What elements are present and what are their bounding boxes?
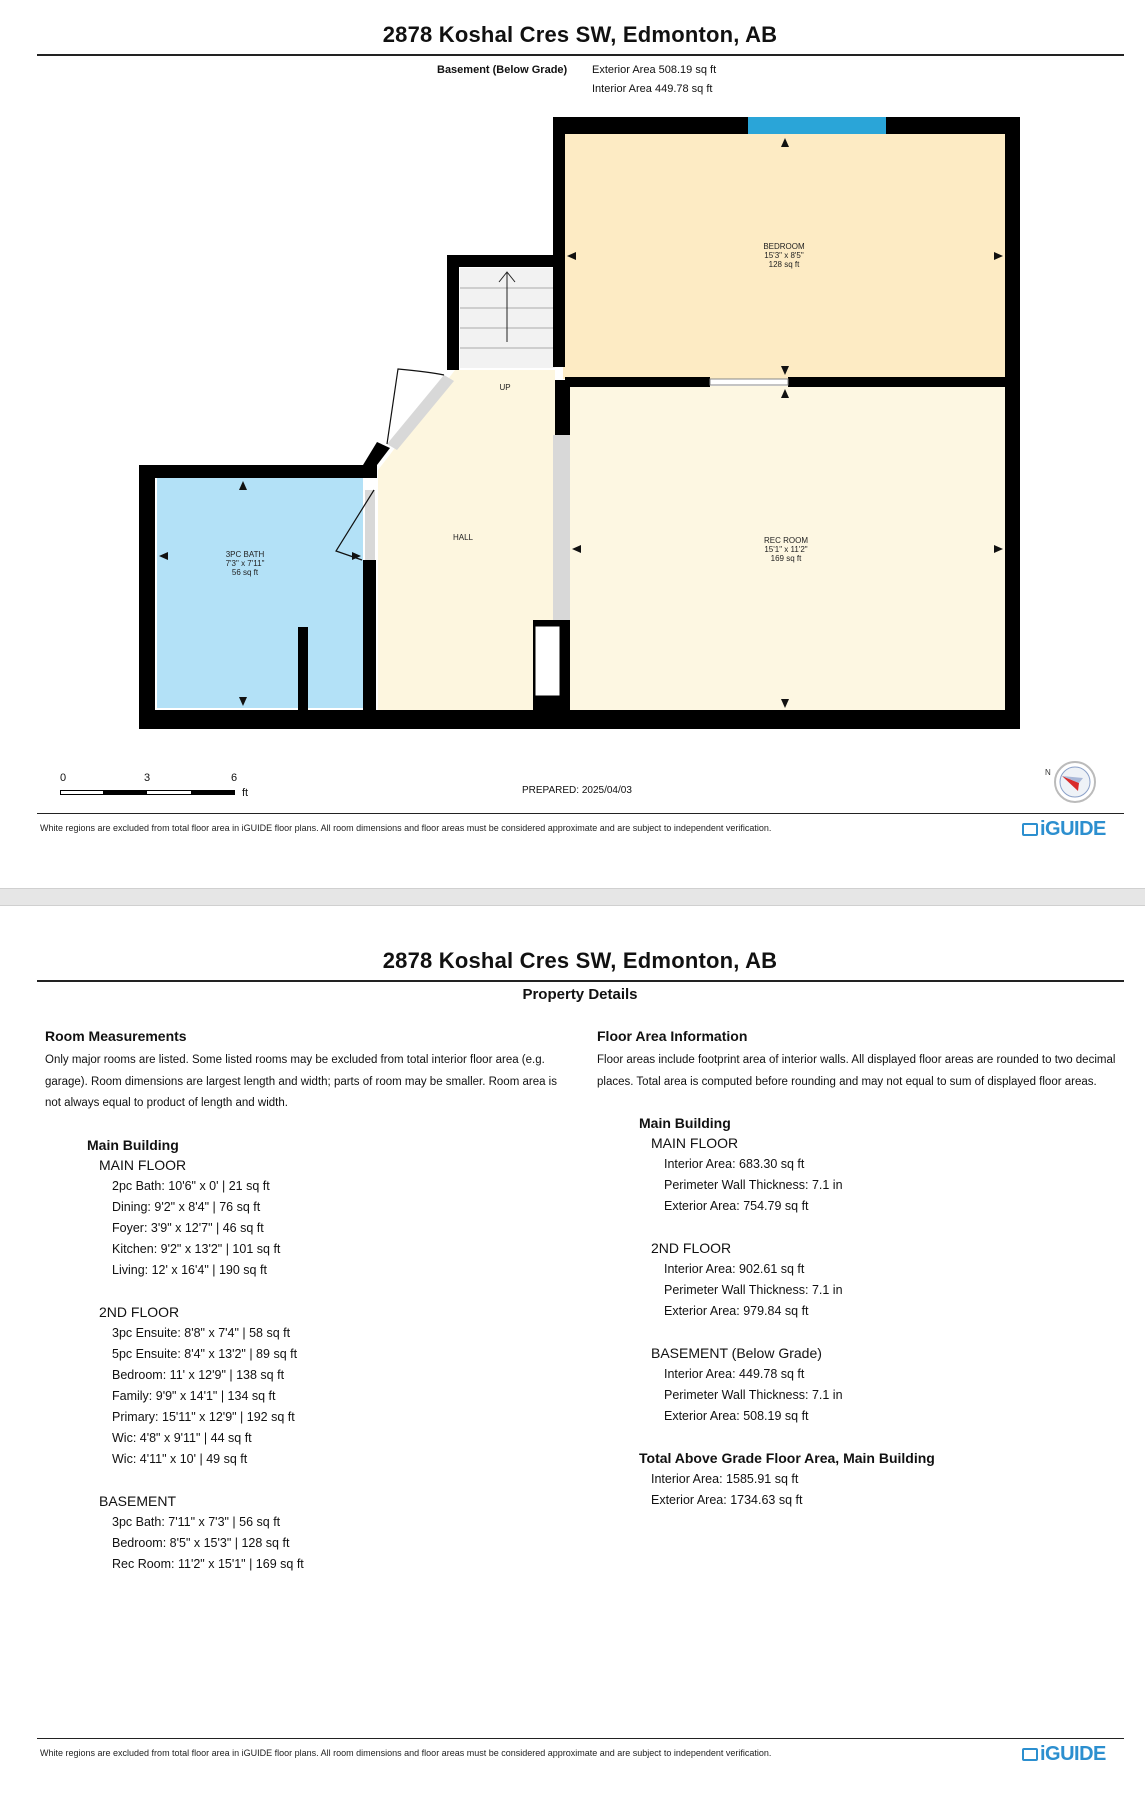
scale-tick-6: 6	[231, 772, 238, 784]
room-measurements-column	[45, 1026, 575, 1575]
logo-mark-icon	[1022, 1748, 1038, 1761]
floor-area-column	[597, 1026, 1132, 1511]
scale-tick-3: 3	[144, 772, 151, 784]
iguide-logo: iGUIDE	[1022, 818, 1106, 841]
disclaimer-2: White regions are excluded from total floor area in iGUIDE floor plans. All room dimensions and floor areas must be considered approximate and are subject to independent verification.	[40, 1748, 772, 1758]
compass-north-label: N	[1045, 768, 1051, 777]
fa-item: Perimeter Wall Thickness: 7.1 in	[664, 1388, 843, 1402]
total-exterior: Exterior Area: 1734.63 sq ft	[651, 1493, 803, 1507]
total-interior: Interior Area: 1585.91 sq ft	[651, 1472, 799, 1486]
floor-area-heading: Floor Area Information	[597, 1028, 748, 1044]
fa-item: Perimeter Wall Thickness: 7.1 in	[664, 1283, 843, 1297]
scale-bar	[60, 772, 260, 802]
bath-door-opening	[365, 490, 375, 560]
rm-floor-name: 2ND FLOOR	[99, 1303, 180, 1320]
fa-floor-name: 2ND FLOOR	[651, 1240, 732, 1256]
rm-item: Primary: 15'11" x 12'9" | 192 sq ft	[112, 1409, 295, 1424]
rm-item: Wic: 4'8" x 9'11" | 44 sq ft	[112, 1430, 252, 1445]
scale-tick-0: 0	[60, 772, 67, 784]
rm-item: Kitchen: 9'2" x 13'2" | 101 sq ft	[112, 1241, 281, 1256]
bath-dims: 7'3" x 7'11"	[225, 559, 265, 568]
rm-item: 3pc Bath: 7'11" x 7'3" | 56 sq ft	[112, 1514, 281, 1529]
page-separator	[0, 888, 1145, 906]
room-measurements-heading: Room Measurements	[45, 1028, 187, 1044]
fa-item: Interior Area: 683.30 sq ft	[664, 1157, 805, 1171]
floor-label: Basement (Below Grade)	[437, 64, 568, 76]
page-title: 2878 Koshal Cres SW, Edmonton, AB	[382, 22, 778, 47]
scale-graphic	[60, 789, 236, 797]
bath-name: 3PC BATH	[225, 550, 265, 559]
rm-item: Bedroom: 8'5" x 15'3" | 128 sq ft	[112, 1535, 290, 1550]
logo-mark-icon	[1022, 823, 1038, 836]
window	[748, 117, 886, 134]
room-measurements-intro: Only major rooms are listed. Some listed rooms may be excluded from total interior floor area (e.g. garage). Room dimensions are largest length and width; parts of room may be smaller. Room area is not always equal to product of length and width.	[45, 1054, 557, 1109]
rm-item: Living: 12' x 16'4" | 190 sq ft	[112, 1262, 267, 1277]
bath-fill	[157, 477, 363, 708]
rec-room-dims: 15'1" x 11'2"	[764, 545, 808, 554]
rm-item: 5pc Ensuite: 8'4" x 13'2" | 89 sq ft	[112, 1346, 298, 1361]
rm-floor-name: BASEMENT	[99, 1492, 177, 1509]
fa-item: Interior Area: 902.61 sq ft	[664, 1262, 805, 1276]
fa-floor-name: BASEMENT (Below Grade)	[651, 1345, 822, 1361]
rm-item: Bedroom: 11' x 12'9" | 138 sq ft	[112, 1367, 285, 1382]
floor-plan-page	[0, 0, 1145, 888]
closet-nook	[535, 626, 560, 696]
scale-unit: ft	[242, 787, 249, 799]
fa-item: Exterior Area: 979.84 sq ft	[664, 1304, 809, 1318]
page-title-2: 2878 Koshal Cres SW, Edmonton, AB	[382, 948, 778, 973]
hall-name: HALL	[452, 533, 474, 542]
bedroom-name: BEDROOM	[763, 242, 805, 251]
title-rule-2	[37, 980, 1124, 982]
exterior-area: Exterior Area 508.19 sq ft	[592, 64, 717, 76]
fa-floor-name: MAIN FLOOR	[651, 1135, 739, 1151]
rm-item: Rec Room: 11'2" x 15'1" | 169 sq ft	[112, 1556, 304, 1571]
rm-item: Family: 9'9" x 14'1" | 134 sq ft	[112, 1388, 276, 1403]
compass-icon	[1040, 760, 1100, 806]
footer-rule-2	[37, 1738, 1124, 1739]
rm-item: Foyer: 3'9" x 12'7" | 46 sq ft	[112, 1220, 264, 1235]
property-details-heading: Property Details	[522, 986, 638, 1003]
disclaimer: White regions are excluded from total floor area in iGUIDE floor plans. All room dimensions and floor areas must be considered approximate and are subject to independent verification.	[40, 823, 772, 833]
right-building-name: Main Building	[639, 1115, 731, 1131]
fa-item: Exterior Area: 754.79 sq ft	[664, 1199, 809, 1213]
floor-area-intro: Floor areas include footprint area of interior walls. All displayed floor areas are rounded to two decimal places. Total area is computed before rounding and may not equal to sum of displayed floor areas.	[597, 1054, 1116, 1088]
property-details-page	[0, 906, 1145, 1813]
interior-area: Interior Area 449.78 sq ft	[592, 83, 713, 95]
iguide-logo-2: iGUIDE	[1022, 1743, 1106, 1766]
rm-floor-name: MAIN FLOOR	[99, 1156, 187, 1173]
bedroom-dims: 15'3" x 8'5"	[764, 251, 804, 260]
rec-room-area: 169 sq ft	[770, 554, 802, 563]
left-building-name: Main Building	[87, 1136, 179, 1153]
rm-item: 2pc Bath: 10'6" x 0' | 21 sq ft	[112, 1178, 270, 1193]
bedroom-area: 128 sq ft	[768, 260, 800, 269]
floor-plan	[0, 0, 1145, 760]
rm-item: 3pc Ensuite: 8'8" x 7'4" | 58 sq ft	[112, 1325, 291, 1340]
fa-item: Exterior Area: 508.19 sq ft	[664, 1409, 809, 1423]
rec-room-name: REC ROOM	[764, 536, 808, 545]
hall-rec-opening	[553, 435, 570, 620]
fa-item: Perimeter Wall Thickness: 7.1 in	[664, 1178, 843, 1192]
rm-item: Wic: 4'11" x 10' | 49 sq ft	[112, 1451, 248, 1466]
stairs-label: UP	[499, 383, 511, 392]
bath-area: 56 sq ft	[231, 568, 259, 577]
total-area-heading: Total Above Grade Floor Area, Main Building	[639, 1450, 935, 1466]
fa-item: Interior Area: 449.78 sq ft	[664, 1367, 805, 1381]
rm-item: Dining: 9'2" x 8'4" | 76 sq ft	[112, 1199, 261, 1214]
prepared-date: PREPARED: 2025/04/03	[522, 785, 632, 796]
footer-rule	[37, 813, 1124, 814]
bedroom-sliding-door	[710, 379, 788, 385]
